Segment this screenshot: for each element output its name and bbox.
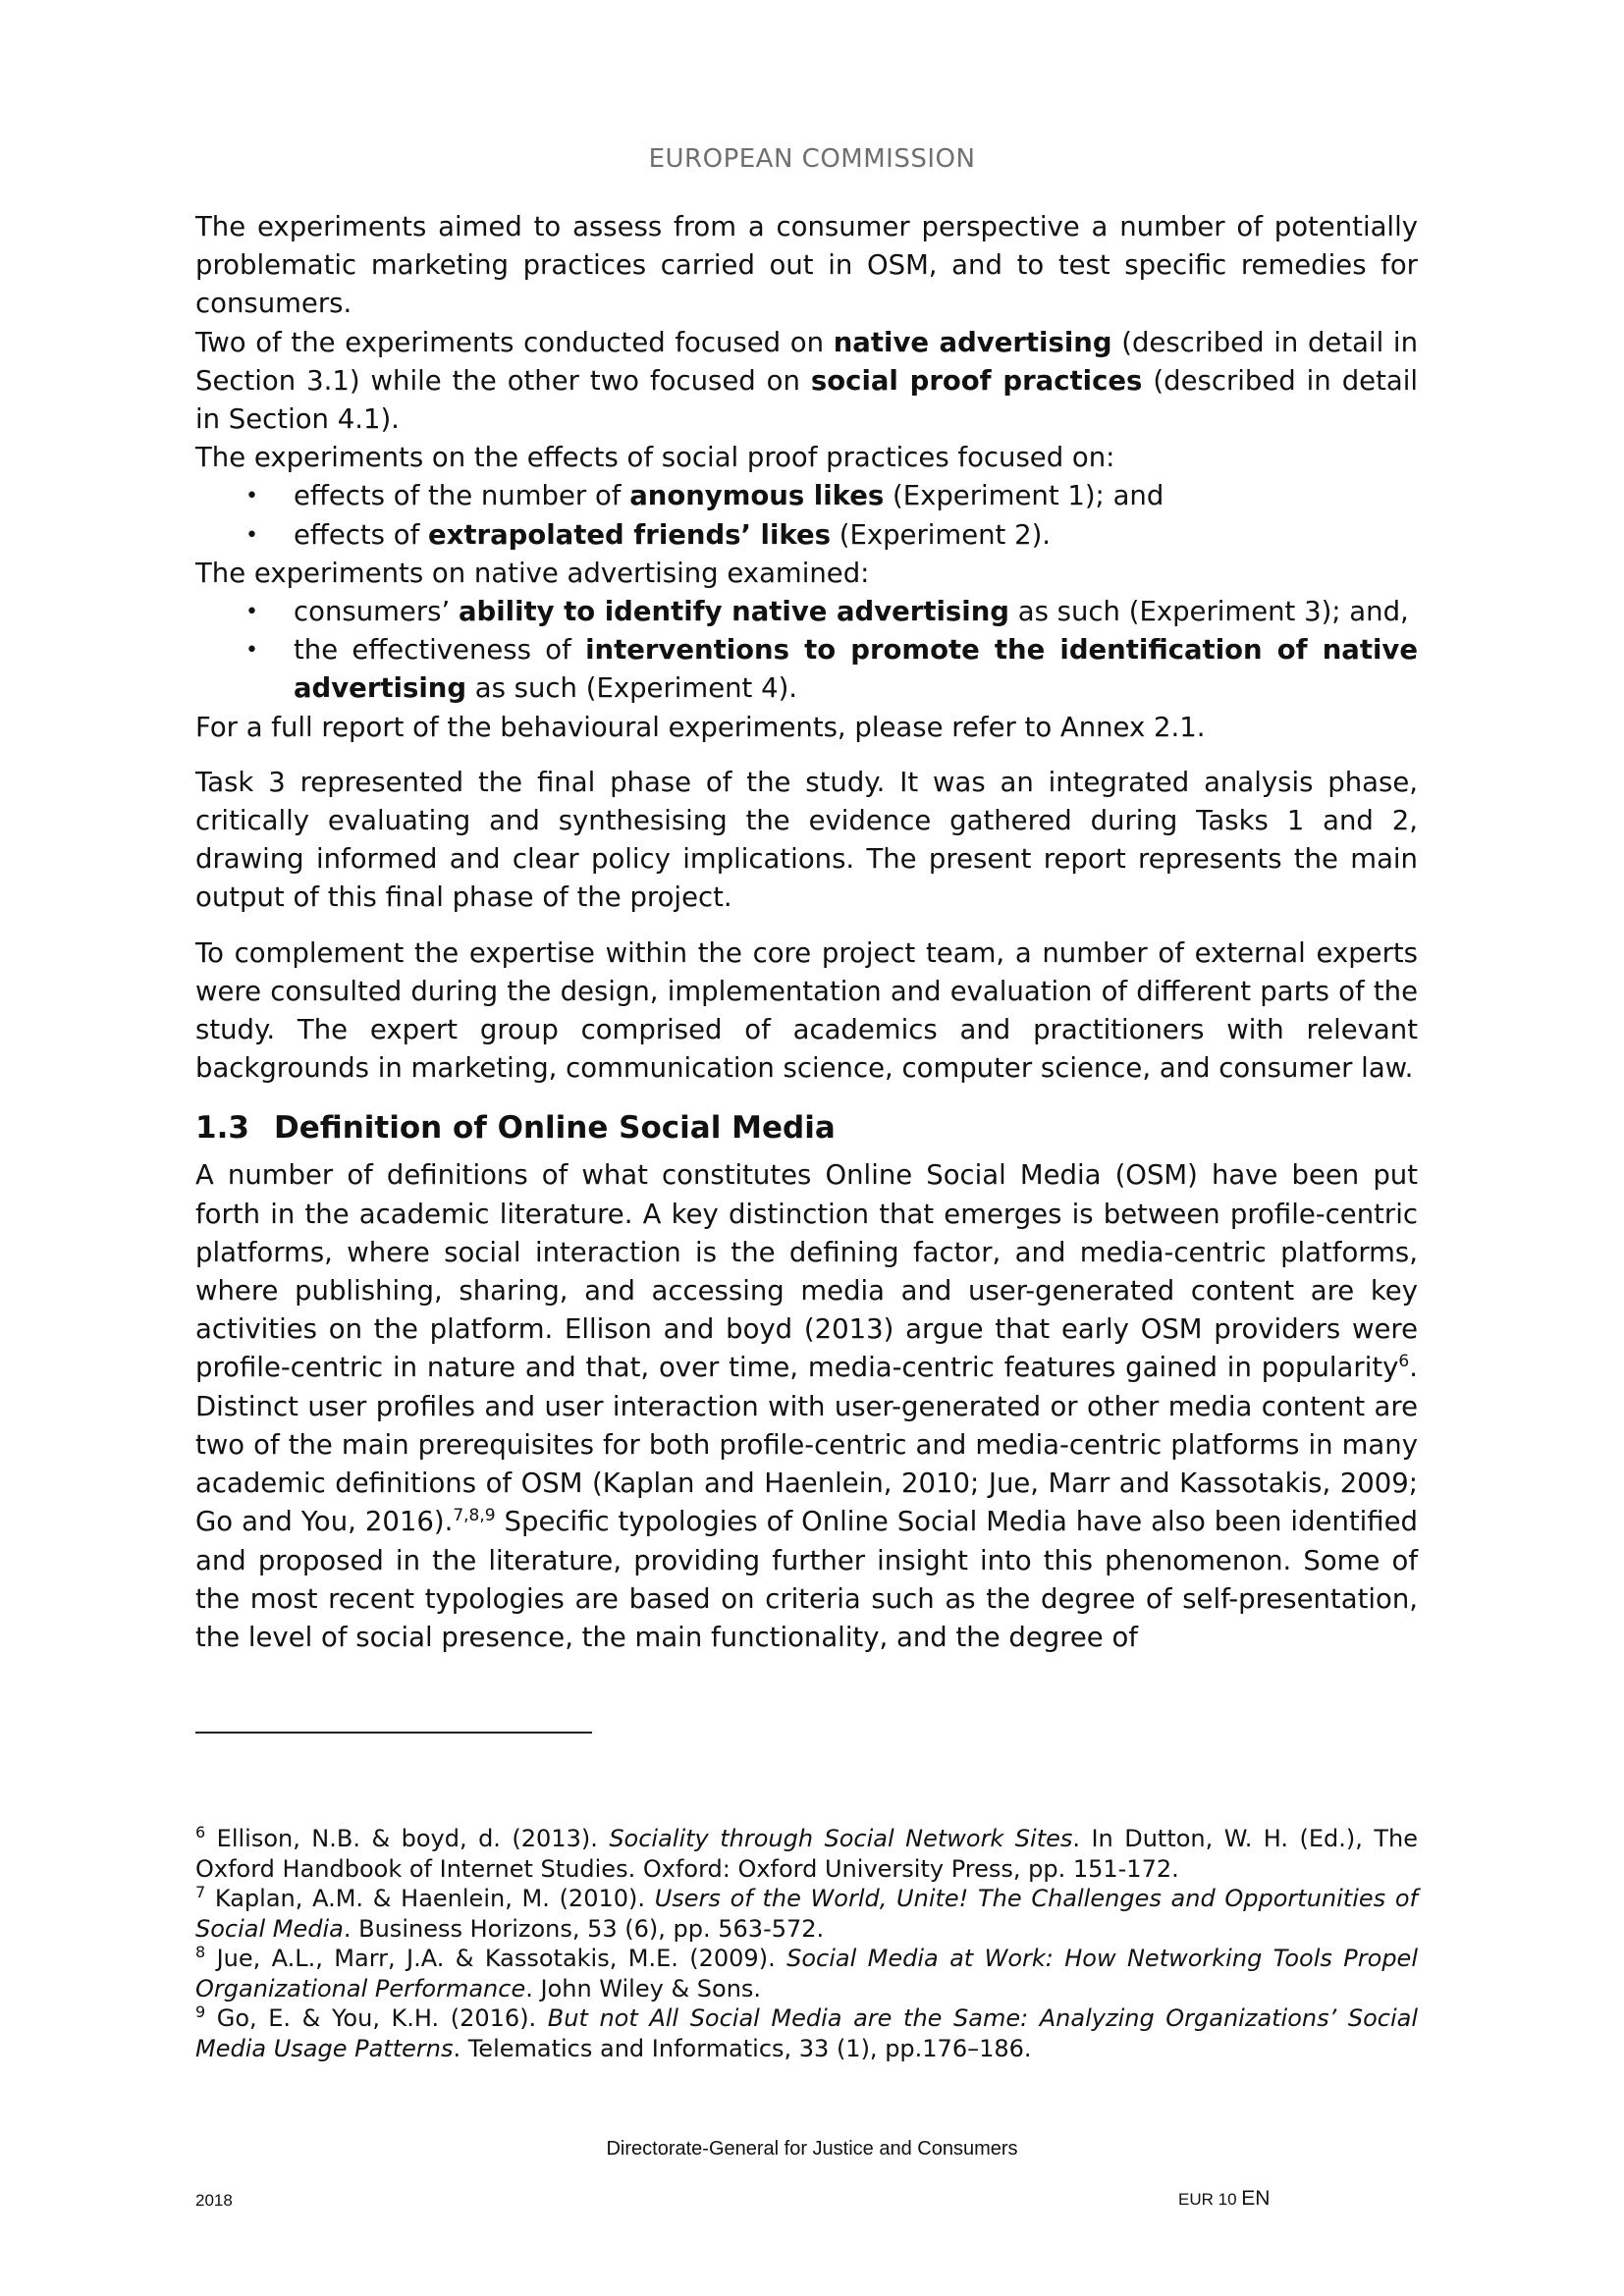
footnote-ref: 6 (1398, 1352, 1410, 1372)
section-title: Definition of Online Social Media (274, 1110, 836, 1147)
footnote-ref: 7,8,9 (453, 1506, 496, 1526)
footnotes (195, 1824, 1418, 2063)
paragraph-external-experts: To complement the expertise within the core project team, a number of external experts were consulted during the design, implementation and evaluation of different parts of the study. The expert group comprised of academics and practitioners with relevant backgrounds in marketing, communication science, computer science, and consumer law. (195, 936, 1418, 1085)
footnote-divider (195, 1732, 592, 1734)
social-proof-term: social proof practices (810, 364, 1143, 397)
paragraph-social-proof-intro: The experiments on the effects of social proof practices focused on: (195, 442, 1115, 474)
list-item: • the effectiveness of interventions to promote the identification of native advertising as such (Experiment 4). (195, 631, 1418, 708)
footnote: $^6$ Ellison, N.B. & boyd, d. (2013). Sociality through Social Network Sites. In Dutton, W. H. (Ed.), The Oxford Handbook of Internet Studies. Oxford: Oxford University Press, pp. 151-172. (195, 1823, 1419, 1883)
paragraph-task3: Task 3 represented the final phase of the study. It was an integrated analysis phase, critically evaluating and synthesising the evidence gathered during Tasks 1 and 2, drawing informed and clear policy implications. The present report represents the main output of this final phase of the project. (195, 766, 1418, 914)
native-advertising-term: native advertising (833, 326, 1112, 358)
section-number: 1.3 (195, 1110, 249, 1147)
main-body (195, 208, 1418, 1657)
footnote: $^7$ Kaplan, A.M. & Haenlein, M. (2010). Users of the World, Unite! The Challenges and Opportunities of Social Media. Business Horizons, 53 (6), pp. 563-572. (195, 1883, 1418, 1943)
footer-department: Directorate-General for Justice and Consumers (606, 2138, 1018, 2160)
section-heading (195, 1107, 1418, 1148)
paragraph-osm-definition: A number of definitions of what constitutes Online Social Media (OSM) have been put forth in the academic literature. A key distinction that emerges is between profile-centric platforms, where social interaction is the defining factor, and media-centric platforms, where publishing, sharing, and accessing media and user-generated content are key activities on the platform. Ellison and boyd (2013) argue that early OSM providers were profile-centric in nature and that, over time, media-centric features gained in popularity$^6$. Distinct user profiles and user interaction with user-generated or other media content are two of the main prerequisites for both profile-centric and media-centric platforms in many academic definitions of OSM (Kaplan and Haenlein, 2010; Jue, Marr and Kassotakis, 2009; Go and You, 2016).$^{7,8,9}$ Specific typologies of Online Social Media have also been identified and proposed in the literature, providing further insight into this phenomenon. Some of the most recent typologies are based on criteria such as the degree of self-presentation, the level of social presence, the main functionality, and the degree of (195, 1159, 1418, 1653)
paragraph-native-intro: The experiments on native advertising examined: (195, 557, 870, 589)
list-item: • consumers’ ability to identify native advertising as such (Experiment 3); and, (195, 593, 1418, 631)
list-item: • effects of the number of anonymous likes (Experiment 1); and (195, 477, 1418, 515)
footer-report-code: EUR 10 EN (1178, 2187, 1271, 2210)
paragraph-experiments-focus: Two of the experiments conducted focused on native advertising (described in detail in Section 3.1) while the other two focused on social proof practices (described in detail in Section 4.1). (195, 326, 1418, 436)
paragraph-experiments-aim: The experiments aimed to assess from a consumer perspective a number of potentially problematic marketing practices carried out in OSM, and to test specific remedies for consumers. (195, 211, 1418, 320)
bullet-icon: • (245, 484, 258, 509)
list-item: • effects of extrapolated friends’ likes (Experiment 2). (195, 516, 1418, 555)
social-proof-list (195, 477, 1418, 554)
bullet-icon: • (245, 638, 258, 664)
bullet-icon: • (245, 522, 258, 548)
footnote: $^8$ Jue, A.L., Marr, J.A. & Kassotakis, M.E. (2009). Social Media at Work: How Networking Tools Propel Organizational Performance. John Wiley & Sons. (195, 1943, 1418, 2002)
footnote: $^9$ Go, E. & You, K.H. (2016). But not All Social Media are the Same: Analyzing Organizations’ Social Media Usage Patterns. Telematics and Informatics, 33 (1), pp.176–186. (195, 2002, 1419, 2062)
native-advertising-list (195, 593, 1418, 709)
footer-year: 2018 (195, 2191, 233, 2210)
bullet-icon: • (245, 600, 258, 625)
paragraph-annex-reference: For a full report of the behavioural experiments, please refer to Annex 2.1. (195, 711, 1206, 743)
page-header: EUROPEAN COMMISSION (648, 144, 976, 174)
